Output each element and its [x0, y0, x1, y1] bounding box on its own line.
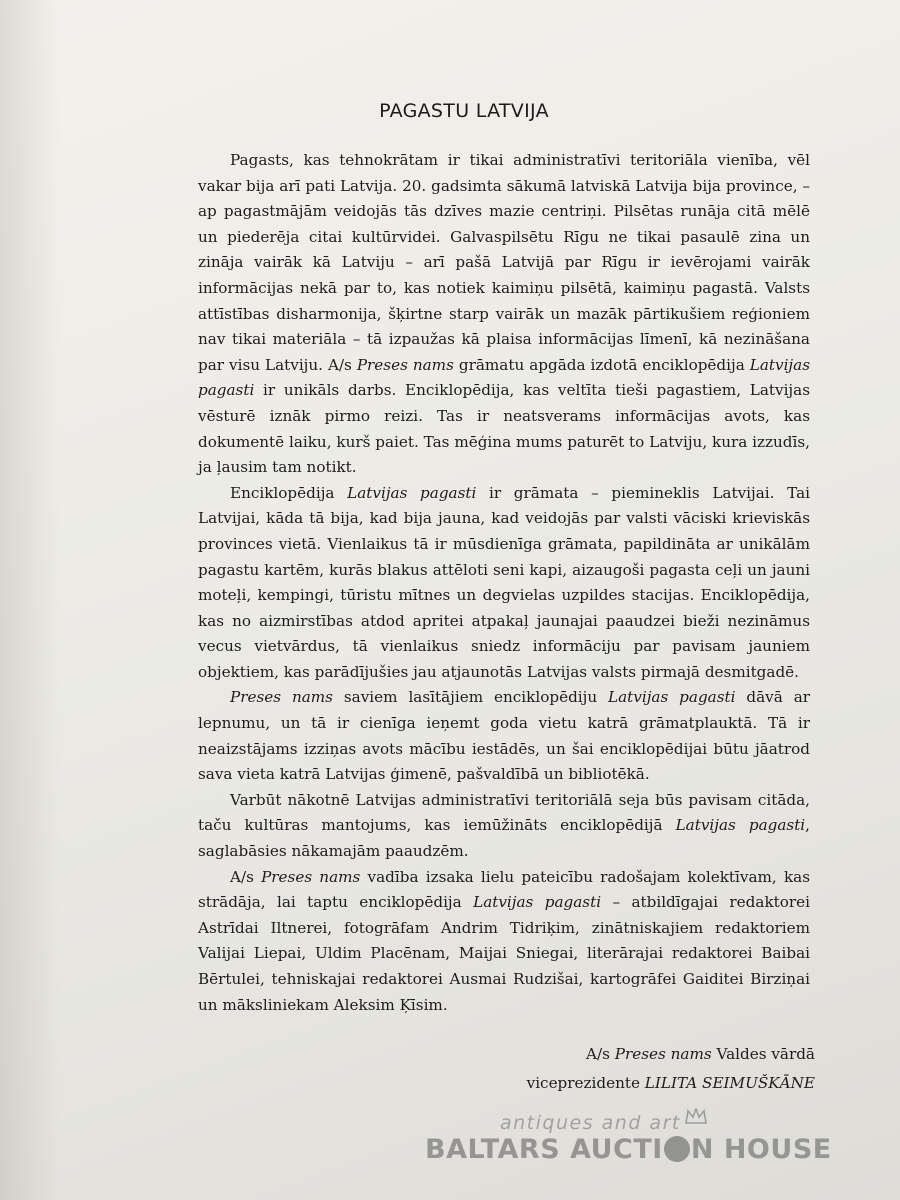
- watermark-subtitle: antiques and art: [500, 1112, 681, 1134]
- italic-title-run: Latvijas pagasti: [675, 816, 806, 835]
- text-run: – atbildīgajai redaktorei Astrīdai Iltnerei, fotogrāfam Andrim Tidriķim, zinātniskajiem redaktoriem Valijai Liepai, Uldim Placēnam, Maijai Sniegai, literārajai redaktorei Baibai Bērtulei, tehniskajai redaktorei Ausmai Rudzišai, kartogrāfei Gaiditei Birziņai un māksliniekam Aleksim Ķīsim.: [198, 893, 811, 1014]
- italic-title-run: Latvijas pagasti: [347, 483, 477, 502]
- body-text: [198, 148, 810, 1018]
- text-run: dāvā ar lepnumu, un tā ir cienīga ieņemt goda vietu katrā grāmatplauktā. Tā ir neaizstājams izziņas avots mācību iestādēs, un šai enciklopēdijai būtu jāatrod sava vieta katrā Latvijas ģimenē, pašvaldībā un bibliotēkā.: [198, 688, 811, 784]
- paragraph-2: [198, 481, 810, 686]
- signature-role: viceprezidente: [526, 1074, 645, 1092]
- watermark-name-part2: N HOUSE: [690, 1134, 832, 1165]
- text-run: grāmatu apgāda izdotā enciklopēdija: [453, 355, 750, 374]
- text-run: saviem lasītājiem enciklopēdiju: [332, 688, 609, 707]
- paragraph-1: [198, 148, 810, 481]
- signature-line-1: [527, 1040, 815, 1069]
- watermark-circle-icon: [664, 1136, 690, 1162]
- text-run: Pagasts, kas tehnokrātam ir tikai administratīvi teritoriāla vienība, vēl vakar bija arī pati Latvija. 20. gadsimta sākumā latviskā Latvija bija province, – ap pagastmājām veidojās tās dzīves mazie centriņi. Pilsētas runāja citā mēlē un piederēja citai kultūrvidei. Galvaspilsētu Rīgu ne tikai pasaulē zina un zināja vairāk kā Latviju – arī pašā Latvijā par Rīgu ir ievērojami vairāk informācijas nekā par to, kas notiek kaimiņu pilsētā, kaimiņu pagastā. Valsts attīstības disharmonija, šķirtne starp vairāk un mazāk pārtikušiem reģioniem nav tikai materiāla – tā izpaužas kā plaisa informācijas līmenī, kā nezināšana par visu Latviju. A/s: [198, 151, 810, 374]
- watermark-name: [425, 1134, 832, 1165]
- text-run: A/s: [230, 867, 262, 886]
- signature-company: Preses nams: [614, 1045, 712, 1063]
- text-run: Varbūt nākotnē Latvijas administratīvi teritoriālā seja būs pavisam citāda, taču kultūras mantojums, kas iemūžināts enciklopēdijā: [198, 790, 810, 835]
- signature-suffix: Valdes vārdā: [711, 1045, 815, 1063]
- italic-title-run: Preses nams: [230, 688, 333, 707]
- paragraph-4: [198, 788, 810, 865]
- signature-name: LILITA SEIMUŠKĀNE: [644, 1074, 815, 1092]
- signature-line-2: [527, 1069, 815, 1098]
- text-run: ir unikāls darbs. Enciklopēdija, kas veltīta tieši pagastiem, Latvijas vēsturē iznāk pirmo reizi. Tas ir neatsverams informācijas avots, kas dokumentē laiku, kurš paiet. Tas mēģina mums paturēt to Latviju, kura izzudīs, ja ļausim tam notikt.: [198, 381, 810, 477]
- italic-title-run: Latvijas pagasti: [198, 355, 810, 400]
- paragraph-3: [198, 685, 810, 787]
- italic-title-run: Latvijas pagasti: [473, 893, 602, 912]
- page-title: PAGASTU LATVIJA: [379, 100, 549, 122]
- text-run: vadība izsaka lielu pateicību radošajam kolektīvam, kas strādāja, lai taptu enciklopēdija: [198, 867, 810, 912]
- italic-title-run: Preses nams: [356, 355, 454, 374]
- signature-block: [527, 1040, 815, 1098]
- paragraph-5: [198, 865, 810, 1019]
- signature-prefix: A/s: [586, 1045, 615, 1063]
- text-run: , saglabāsies nākamajām paaudzēm.: [198, 816, 810, 861]
- italic-title-run: Preses nams: [261, 867, 361, 886]
- crown-icon: [685, 1108, 707, 1124]
- watermark-name-part1: BALTARS AUCTI: [425, 1134, 663, 1165]
- page-gutter-shadow: [0, 0, 60, 1200]
- text-run: ir grāmata – piemineklis Latvijai. Tai Latvijai, kāda tā bija, kad bija jauna, kad veidojās par valsti vāciski krieviskās provinces vietā. Vienlaikus tā ir mūsdienīga grāmata, papildināta ar unikālām pagastu kartēm, kurās blakus attēloti seni kapi, aizaugoši pagasta ceļi un jauni moteļi, kempingi, tūristu mītnes un degvielas uzpildes stacijas. Enciklopēdija, kas no aizmirstības atdod apritei atpakaļ jaunajai paaudzei bieži nezināmus vecus vietvārdus, tā vienlaikus sniedz informāciju par pavisam jauniem objektiem, kas parādījušies jau atjaunotās Latvijas valsts pirmajā desmitgadē.: [198, 483, 810, 681]
- auction-watermark: [425, 1108, 832, 1178]
- italic-title-run: Latvijas pagasti: [608, 688, 736, 707]
- text-run: Enciklopēdija: [230, 483, 348, 502]
